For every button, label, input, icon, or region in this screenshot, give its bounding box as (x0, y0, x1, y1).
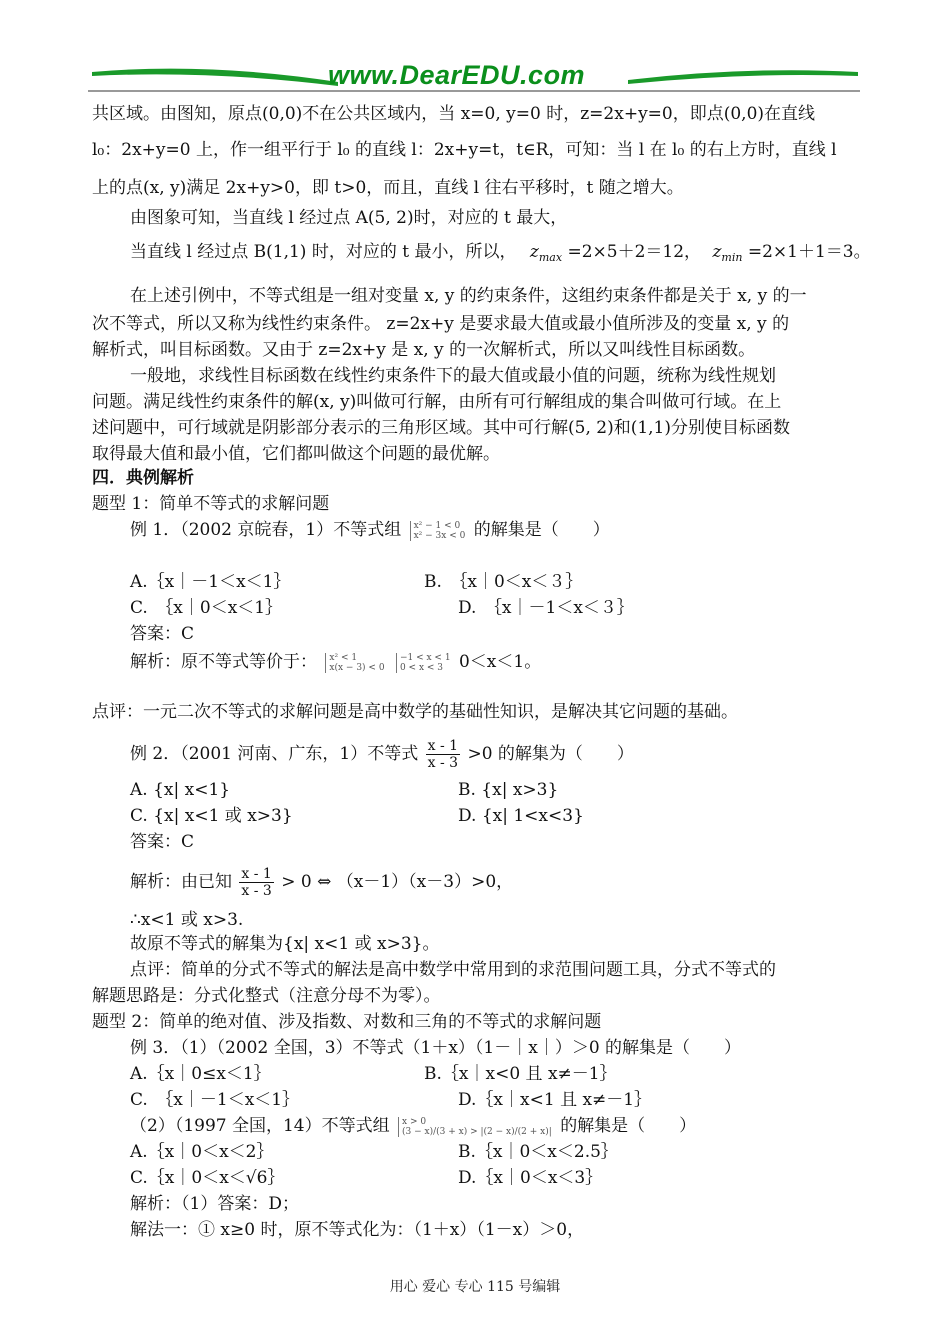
text-line: 故原不等式的解集为{x| x<1 或 x>3}。 (130, 934, 440, 954)
site-logo: www.DearEDU.com (328, 60, 586, 90)
comment: 点评：一元二次不等式的求解问题是高中数学的基础性知识，是解决其它问题的基础。 (92, 702, 738, 722)
z-min-value: =2×1＋1＝3。 (747, 242, 871, 262)
site-header (88, 58, 860, 94)
text-line: 解析式，叫目标函数。又由于 z=2x+y 是 x, y 的一次解析式，所以又叫线性目标函数。 (92, 340, 756, 360)
option-a: A.｛x｜0≤x＜1｝ (130, 1064, 271, 1084)
text-line: 当直线 l 经过点 B(1,1) 时，对应的 t 最小，所以， $z_{max} =2\times 5+2=12$， $z_{min} =2\times 1+1=3$。 (130, 242, 871, 264)
text-line: 一般地，求线性目标函数在线性约束条件下的最大值或最小值的问题，统称为线性规划 (130, 366, 776, 386)
text-line: 由图象可知，当直线 l 经过点 A(5, 2)时，对应的 t 最大， (130, 208, 568, 228)
analysis: 解析：原不等式等价于： x² < 1 x(x − 3) < 0 −1 < x < 1 0 < x < 3 0＜x＜1。 (130, 652, 542, 673)
text-line: 述问题中，可行域就是阴影部分表示的三角形区域。其中可行解(5, 2)和(1,1)分别使目标函数 (92, 418, 791, 438)
solution-step: 解法一：① x≥0 时，原不等式化为：（1＋x）（1－x）＞0， (130, 1220, 585, 1240)
option-a: A.｛x｜0＜x＜2｝ (130, 1142, 274, 1162)
fraction: $\frac{x - 1}{x - 3}$ (241, 866, 272, 899)
text-line: 在上述引例中，不等式组是一组对变量 x, y 的约束条件，这组约束条件都是关于 x, y 的一 (130, 286, 807, 306)
text-line: 上的点(x, y)满足 2x+y>0，即 t>0，而且，直线 l 往右平移时，t 随之增大。 (92, 178, 684, 198)
option-b: B.｛x｜0＜x＜2.5｝ (458, 1142, 618, 1162)
option-d: D.｛x｜x<1 且 x≠－1｝ (458, 1090, 652, 1110)
equivalent-system: x² < 1 x(x − 3) < 0 (325, 653, 384, 673)
text-line: ∴x<1 或 x>3. (130, 910, 244, 930)
option-d: D. {x| 1<x<3} (458, 806, 584, 826)
fraction: $\frac{x - 1}{x - 3}$ (427, 738, 459, 771)
analysis: 解析：（1）答案：D； (130, 1194, 299, 1214)
equivalent-system: −1 < x < 1 0 < x < 3 (396, 653, 451, 673)
comment: 点评：简单的分式不等式的解法是高中数学中常用到的求范围问题工具，分式不等式的 (130, 960, 776, 980)
option-b: B. {x| x>3} (458, 780, 559, 800)
example-2-stem: 例 2．（2001 河南、广东，1）不等式 $\frac{x - 1}{x - 3}$ >0 的解集为（ ） (130, 738, 634, 771)
example-3-stem: 例 3．（1）（2002 全国，3）不等式（1＋x）（1－｜x｜）＞0 的解集是（ ） (130, 1038, 742, 1058)
option-c: C. {x| x<1 或 x>3} (130, 806, 293, 826)
text-line: 问题。满足线性约束条件的解(x, y)叫做可行解，由所有可行解组成的集合叫做可行域。在上 (92, 392, 782, 412)
option-b: B.｛x｜x<0 且 x≠－1｝ (424, 1064, 617, 1084)
answer: 答案：C (130, 624, 195, 644)
section-heading: 四．典例解析 (92, 468, 194, 488)
example-1-stem: 例 1．（2002 京皖春，1）不等式组 x² − 1 < 0 x² − 3x < 0 的解集是（ ） (130, 520, 610, 541)
inequality-system: x² − 1 < 0 x² − 3x < 0 (410, 521, 466, 541)
z-max-value: =2×5＋2＝12， (567, 242, 702, 262)
inequality-system: x > 0 (3 − x)/(3 + x) > |(2 − x)/(2 + x)| (398, 1117, 552, 1137)
example-3-part-2: （2）（1997 全国，14）不等式组 x > 0 (3 − x)/(3 + x) > |(2 − x)/(2 + x)| 的解集是（ ） (130, 1116, 697, 1137)
text-line: 取得最大值和最小值，它们都叫做这个问题的最优解。 (92, 444, 500, 464)
option-c: C. ｛x｜－1＜x＜1｝ (130, 1090, 300, 1110)
option-a: A. {x| x<1} (130, 780, 231, 800)
text-line: 题型 1：简单不等式的求解问题 (92, 494, 330, 514)
option-a: A.｛x｜－1＜x＜1｝ (130, 572, 291, 592)
text-line: 题型 2：简单的绝对值、涉及指数、对数和三角的不等式的求解问题 (92, 1012, 602, 1032)
analysis: 解析：由已知 $\frac{x - 1}{x - 3}$ > 0 ⇔ （x－1）（x－3）>0， (130, 866, 514, 899)
option-b: B. ｛x｜0＜x＜３｝ (424, 572, 583, 592)
text-line: 解题思路是：分式化整式（注意分母不为零）。 (92, 986, 441, 1006)
option-c: C.｛x｜0＜x＜√6｝ (130, 1168, 285, 1188)
option-c: C. ｛x｜0＜x＜1｝ (130, 598, 283, 618)
text-line: 共区域。由图知，原点(0,0)不在公共区域内，当 x=0, y=0 时，z=2x+y=0，即点(0,0)在直线 (92, 104, 816, 124)
option-d: D. ｛x｜－1＜x＜３｝ (458, 598, 634, 618)
page-footer: 用心 爱心 专心 115 号编辑 (389, 1279, 561, 1295)
text-line: 次不等式，所以又称为线性约束条件。 z=2x+y 是要求最大值或最小值所涉及的变量 x, y 的 (92, 314, 790, 334)
text-segment: 当直线 l 经过点 B(1,1) 时，对应的 t 最小，所以， (130, 242, 517, 262)
text-line: l₀：2x+y=0 上，作一组平行于 l₀ 的直线 l：2x+y=t，t∈R，可知：当 l 在 l₀ 的右上方时，直线 l (92, 140, 837, 160)
answer: 答案：C (130, 832, 195, 852)
option-d: D.｛x｜0＜x＜3｝ (458, 1168, 603, 1188)
